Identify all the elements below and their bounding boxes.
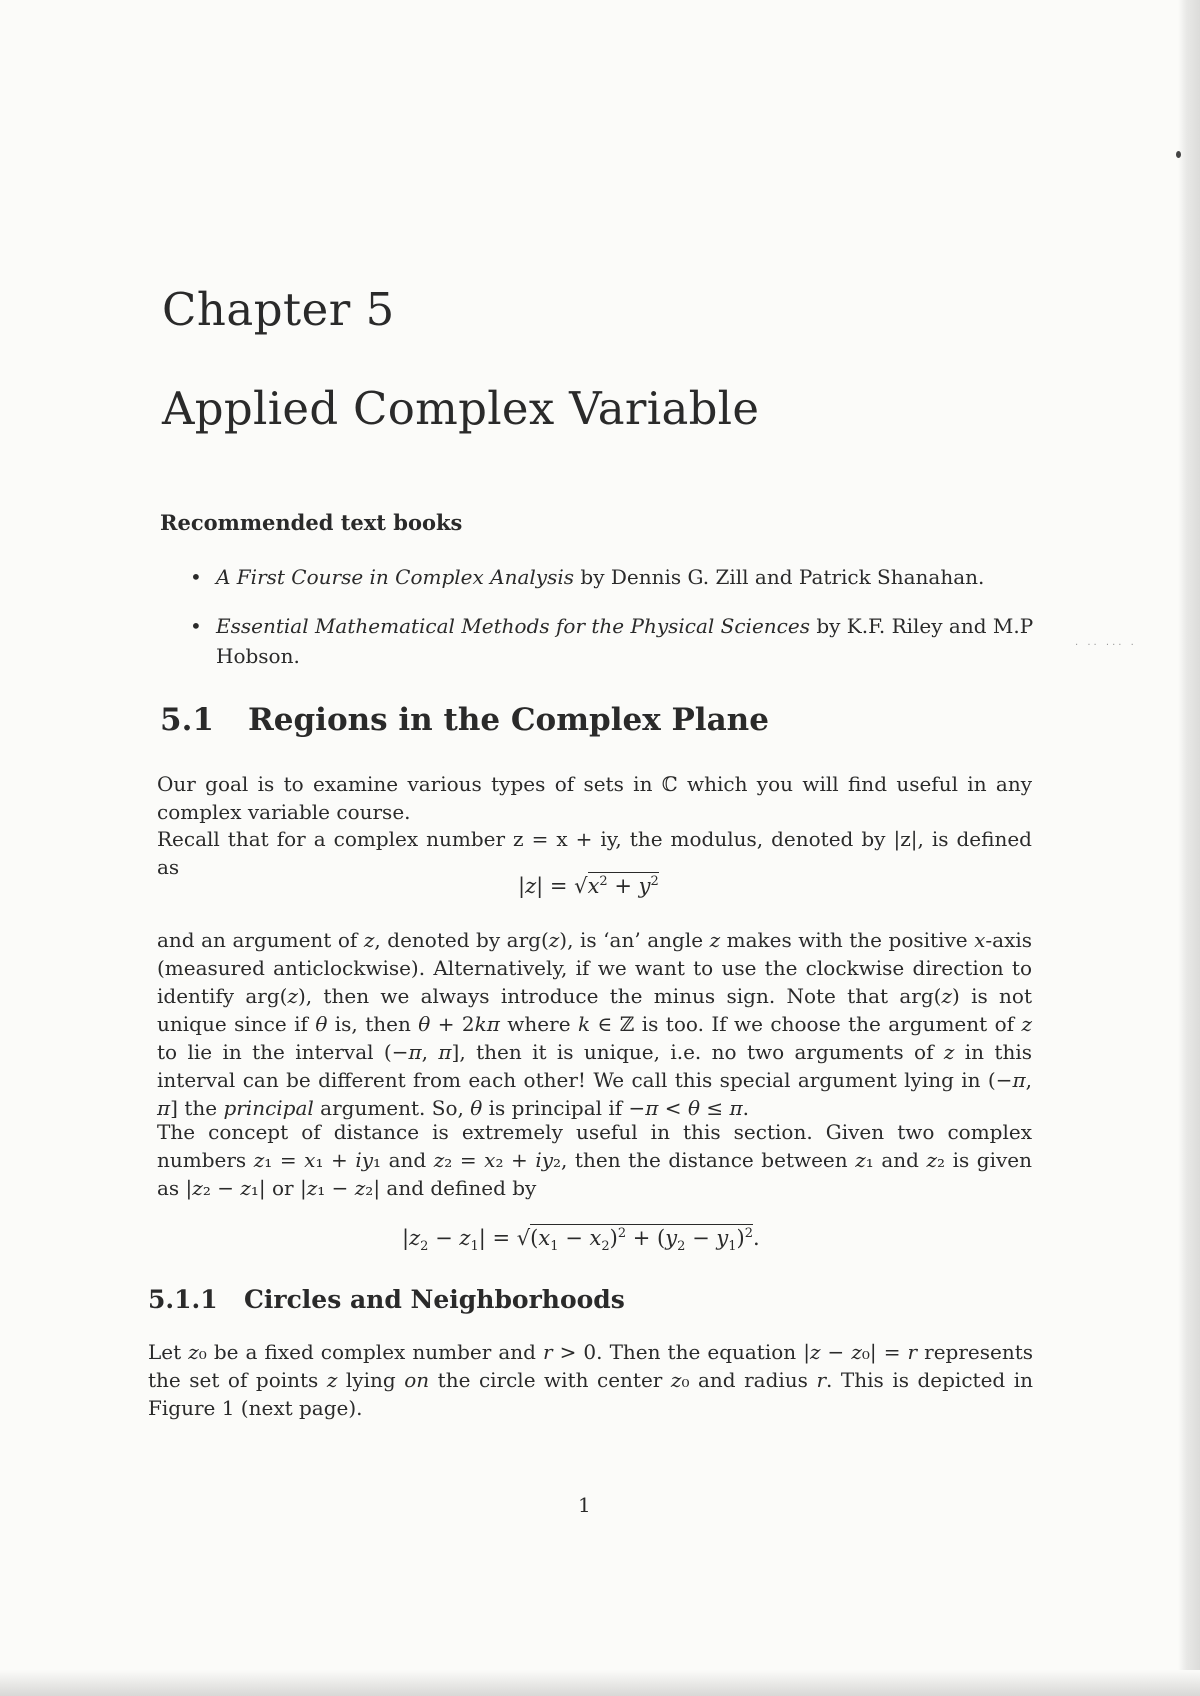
chapter-label: Chapter 5 — [162, 283, 395, 336]
section-para-3: and an argument of z, denoted by arg(z), is ‘an’ angle z makes with the positive x-axis (measured anticlockwise). Alternatively, if we want to use the clockwise direction to identify arg(z), then we always introduce the minus sign. Note that arg(z) is not unique since if θ is, then θ + 2kπ where k ∈ ℤ is too. If we choose the argument of z to lie in the interval (−π, π], then it is unique, i.e. no two arguments of z in this interval can be different from each other! We call this special argument lying in (−π, π] the principal argument. So, θ is principal if −π < θ ≤ π. — [157, 928, 1033, 1120]
distance-equation: $|z_2 - z_1| = √(x_1 - x_2)^2 + (y_2 - y_1)^2$. — [402, 1226, 760, 1255]
book-authors: by K.F. Riley and M.P Hobson. — [216, 614, 1034, 668]
book-authors: by Dennis G. Zill and Patrick Shanahan. — [574, 565, 985, 589]
margin-mark: · ·· ··· · — [1075, 640, 1137, 651]
chapter-title: Applied Complex Variable — [162, 382, 760, 435]
subsection-number: 5.1.1 — [148, 1285, 218, 1314]
scan-speck — [1176, 151, 1181, 158]
scan-edge-right — [1178, 0, 1200, 1696]
recommended-heading: Recommended text books — [160, 510, 463, 535]
section-number: 5.1 — [160, 702, 214, 738]
modulus-equation: $|z| = √x^2 + y^2$ — [518, 874, 659, 898]
scan-edge-bottom — [0, 1670, 1200, 1696]
bullet-icon: • — [190, 614, 202, 638]
section-para-4: The concept of distance is extremely useful in this section. Given two complex numbers z₁ = x₁ + iy₁ and z₂ = x₂ + iy₂, then the distance between z₁ and z₂ is given as |z₂ − z₁| or |z₁ − z₂| and defined by — [157, 1120, 1032, 1200]
book-title: A First Course in Complex Analysis — [216, 565, 575, 589]
book-item — [190, 562, 1050, 592]
section-para-1: Our goal is to examine various types of sets in ℂ which you will find useful in any complex variable course. — [157, 772, 1032, 824]
section-para-2: Recall that for a complex number z = x + iy, the modulus, denoted by |z|, is defined as — [157, 827, 1032, 879]
section-heading — [160, 702, 769, 738]
section-title: Regions in the Complex Plane — [248, 702, 769, 738]
book-item — [190, 611, 1050, 671]
bullet-icon: • — [190, 565, 202, 589]
subsection-heading — [148, 1285, 625, 1314]
subsection-para: Let z₀ be a fixed complex number and r > 0. Then the equation |z − z₀| = r represents the set of points z lying on the circle with center z₀ and radius r. This is depicted in Figure 1 (next page). — [148, 1340, 1034, 1420]
book-title: Essential Mathematical Methods for the Physical Sciences — [216, 614, 810, 638]
page-number: 1 — [578, 1493, 591, 1517]
subsection-title: Circles and Neighborhoods — [244, 1285, 625, 1314]
